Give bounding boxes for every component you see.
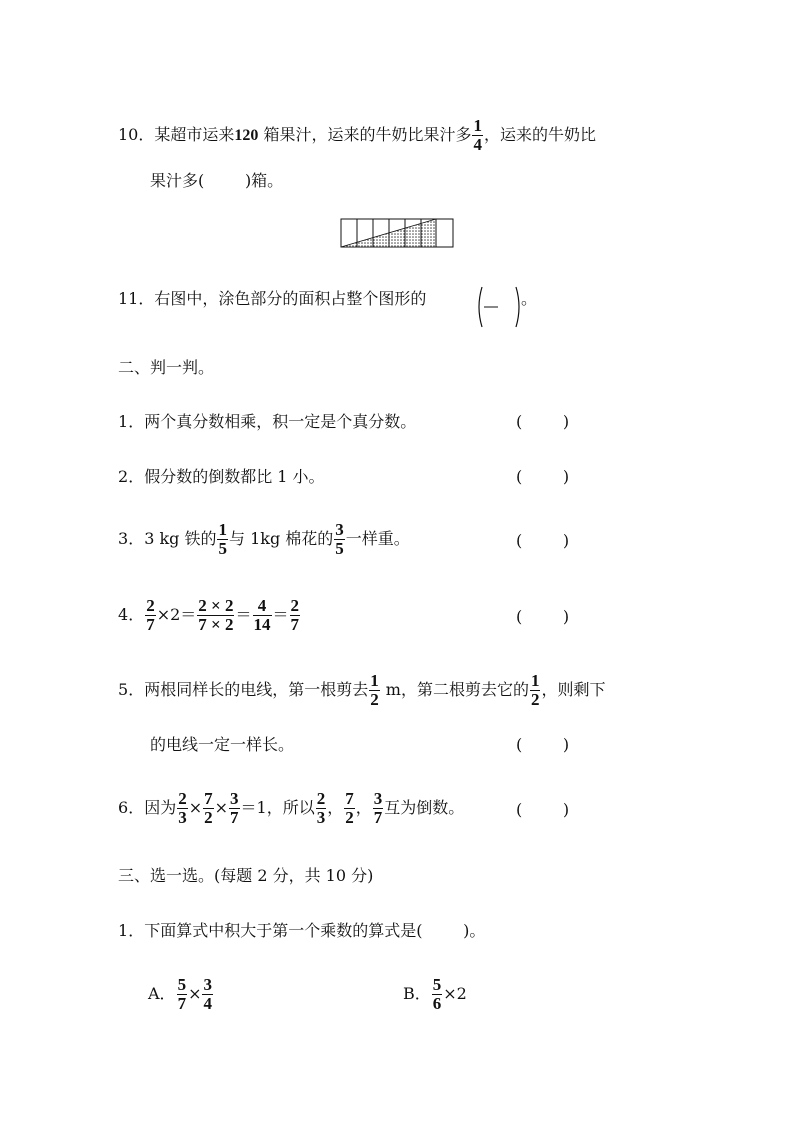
s2-item-1: [118, 412, 416, 432]
s2-item-6-number: 6: [118, 798, 129, 817]
q10-line1: [118, 117, 596, 154]
option-b-op: ×2: [443, 984, 467, 1003]
fraction-denominator: 7: [373, 808, 383, 827]
s2-item-3-text-a: ．3 kg 铁的: [128, 529, 217, 548]
s2-item-5-fraction-1: [369, 672, 380, 709]
s2-item-6-sep-1: ，: [327, 798, 344, 817]
fraction-numerator: 2 × 2: [198, 596, 234, 615]
q11-figure: [340, 218, 454, 248]
q10-line2: [150, 171, 283, 191]
fraction-numerator: 3: [230, 789, 239, 808]
fraction-numerator: 2: [316, 789, 326, 808]
s2-item-4-op-1: ×2＝: [156, 605, 197, 624]
option-a-label: A．: [148, 984, 176, 1003]
s2-item-4-fraction-1: [145, 597, 156, 634]
q10-text-b: 箱果汁，运来的牛奶比果汁多: [258, 125, 472, 144]
q10-line2-text-b: )箱。: [244, 171, 284, 190]
s3-q1-option-b[interactable]: [403, 976, 467, 1013]
option-a-fraction-1: [177, 976, 188, 1013]
s3-q1-number: 1: [118, 921, 129, 940]
fraction-denominator: 5: [335, 539, 344, 558]
fraction-numerator: 1: [473, 116, 482, 135]
s2-item-4-number: 4: [118, 605, 129, 624]
fraction-numerator: 2: [146, 596, 155, 615]
fraction-numerator: 7: [345, 789, 354, 808]
fraction-denominator: 7: [290, 615, 300, 634]
fraction-numerator: 1: [530, 671, 540, 690]
s2-item-5-fraction-2: [530, 672, 541, 709]
s3-q1-option-a[interactable]: [148, 976, 214, 1013]
q10-text-a: ．某超市运来: [138, 125, 235, 144]
option-a-fraction-2: [202, 976, 213, 1013]
fraction-numerator: 3: [335, 520, 344, 539]
fraction-numerator: 2: [178, 789, 187, 808]
s2-item-5-text-b: m，第二根剪去它的: [380, 680, 529, 699]
s2-item-4-fraction-3: [253, 597, 272, 634]
s2-item-4-answer[interactable]: ( ): [516, 607, 570, 626]
s2-item-5-text-a: ．两根同样长的电线，第一根剪去: [128, 680, 369, 699]
s2-item-1-number: 1: [118, 412, 129, 431]
s2-item-2-answer[interactable]: ( ): [516, 467, 570, 486]
q10-quantity: 120: [234, 127, 259, 144]
s2-item-3-number: 3: [118, 529, 129, 548]
s2-item-6-fraction-5: [344, 790, 355, 827]
fraction-denominator: 7 × 2: [198, 615, 234, 634]
q10-fraction: [472, 117, 483, 154]
s2-item-3: [118, 521, 410, 558]
s2-item-5-line1: [118, 672, 605, 709]
s2-item-3-text-b: 与 1kg 棉花的: [228, 529, 334, 548]
section2-title: 二、判一判。: [118, 358, 215, 377]
q10-number: 10: [118, 125, 139, 144]
q10-text-c: ，运来的牛奶比: [483, 125, 596, 144]
s2-item-5-number: 5: [118, 680, 129, 699]
q11-text: ．右图中，涂色部分的面积占整个图形的: [138, 289, 427, 308]
s2-item-6-op-1: ×: [188, 798, 203, 817]
fraction-denominator: 7: [146, 615, 155, 634]
fraction-numerator: 1: [218, 520, 227, 539]
s2-item-2-number: 2: [118, 467, 129, 486]
s2-item-1-answer[interactable]: ( ): [516, 412, 570, 431]
s2-item-4-fraction-4: [290, 597, 301, 634]
s2-item-6-op-2: ×: [214, 798, 229, 817]
fraction-denominator: 3: [178, 808, 187, 827]
s3-q1: [118, 921, 485, 941]
fraction-numerator: 2: [290, 596, 300, 615]
fraction-denominator: 6: [432, 994, 442, 1013]
fraction-numerator: 3: [373, 789, 383, 808]
q11-number: 11: [118, 289, 139, 308]
s2-item-3-fraction-2: [334, 521, 345, 558]
fraction-numerator: 5: [432, 975, 442, 994]
s2-item-5-answer[interactable]: ( ): [516, 735, 570, 754]
s2-item-6-fraction-4: [316, 790, 327, 827]
s2-item-6-answer[interactable]: ( ): [516, 800, 570, 819]
s2-item-4-op-2: ＝: [235, 605, 252, 624]
fraction-denominator: 4: [203, 994, 212, 1013]
q10-line2-text-a: 果汁多(: [150, 171, 205, 190]
q11-answer-fraction-box[interactable]: [474, 284, 524, 330]
s3-q1-text: ．下面算式中积大于第一个乘数的算式是(: [128, 921, 423, 940]
fraction-denominator: 4: [473, 135, 482, 154]
fraction-numerator: 3: [203, 975, 212, 994]
s2-item-3-answer[interactable]: ( ): [516, 531, 570, 550]
s2-item-6-text-a: ．因为: [128, 798, 177, 817]
s2-item-5-line2: 的电线一定一样长。: [150, 735, 295, 754]
option-b-label: B．: [403, 984, 431, 1003]
fraction-denominator: 14: [253, 615, 271, 634]
fraction-denominator: 2: [204, 808, 213, 827]
section3-title: 三、选一选。(每题 2 分，共 10 分): [118, 866, 374, 885]
s2-item-3-text-c: 一样重。: [345, 529, 410, 548]
s2-item-1-text: ．两个真分数相乘，积一定是个真分数。: [128, 412, 417, 431]
s2-item-5-text-c: ，则剩下: [541, 680, 606, 699]
s2-item-3-fraction-1: [217, 521, 228, 558]
s2-item-6-sep-2: ，: [355, 798, 372, 817]
s2-item-4: [118, 597, 301, 634]
s2-item-6: [118, 790, 464, 827]
fraction-numerator: 1: [370, 671, 379, 690]
s3-q1-answer-blank[interactable]: [422, 921, 463, 940]
fraction-denominator: 2: [530, 690, 540, 709]
fraction-denominator: 7: [230, 808, 239, 827]
s2-item-6-fraction-3: [229, 790, 240, 827]
option-b-fraction-1: [432, 976, 443, 1013]
q10-answer-blank[interactable]: [204, 171, 245, 190]
fraction-denominator: 2: [345, 808, 354, 827]
s2-item-2: [118, 467, 325, 487]
s2-item-6-fraction-2: [203, 790, 214, 827]
s2-item-4-op-3: ＝: [272, 605, 289, 624]
fraction-numerator: 5: [177, 975, 187, 994]
fraction-numerator: 4: [257, 596, 267, 615]
fraction-denominator: 2: [370, 690, 379, 709]
q11-line: [118, 289, 426, 309]
fraction-denominator: 5: [218, 539, 227, 558]
s2-item-4-fraction-2: [197, 597, 234, 634]
s3-q1-tail: )。: [463, 921, 486, 940]
s2-item-6-text-b: ＝1，所以: [240, 798, 315, 817]
s2-item-6-text-c: 互为倒数。: [384, 798, 465, 817]
fraction-denominator: 3: [316, 808, 326, 827]
option-a-op: ×: [188, 984, 202, 1003]
fraction-numerator: 7: [204, 789, 213, 808]
s2-item-2-text: ．假分数的倒数都比 1 小。: [128, 467, 325, 486]
s2-item-6-fraction-6: [373, 790, 384, 827]
s2-item-4-sep: ．: [128, 605, 145, 624]
fraction-denominator: 7: [177, 994, 187, 1013]
s2-item-6-fraction-1: [177, 790, 188, 827]
q11-tail: 。: [521, 289, 538, 308]
